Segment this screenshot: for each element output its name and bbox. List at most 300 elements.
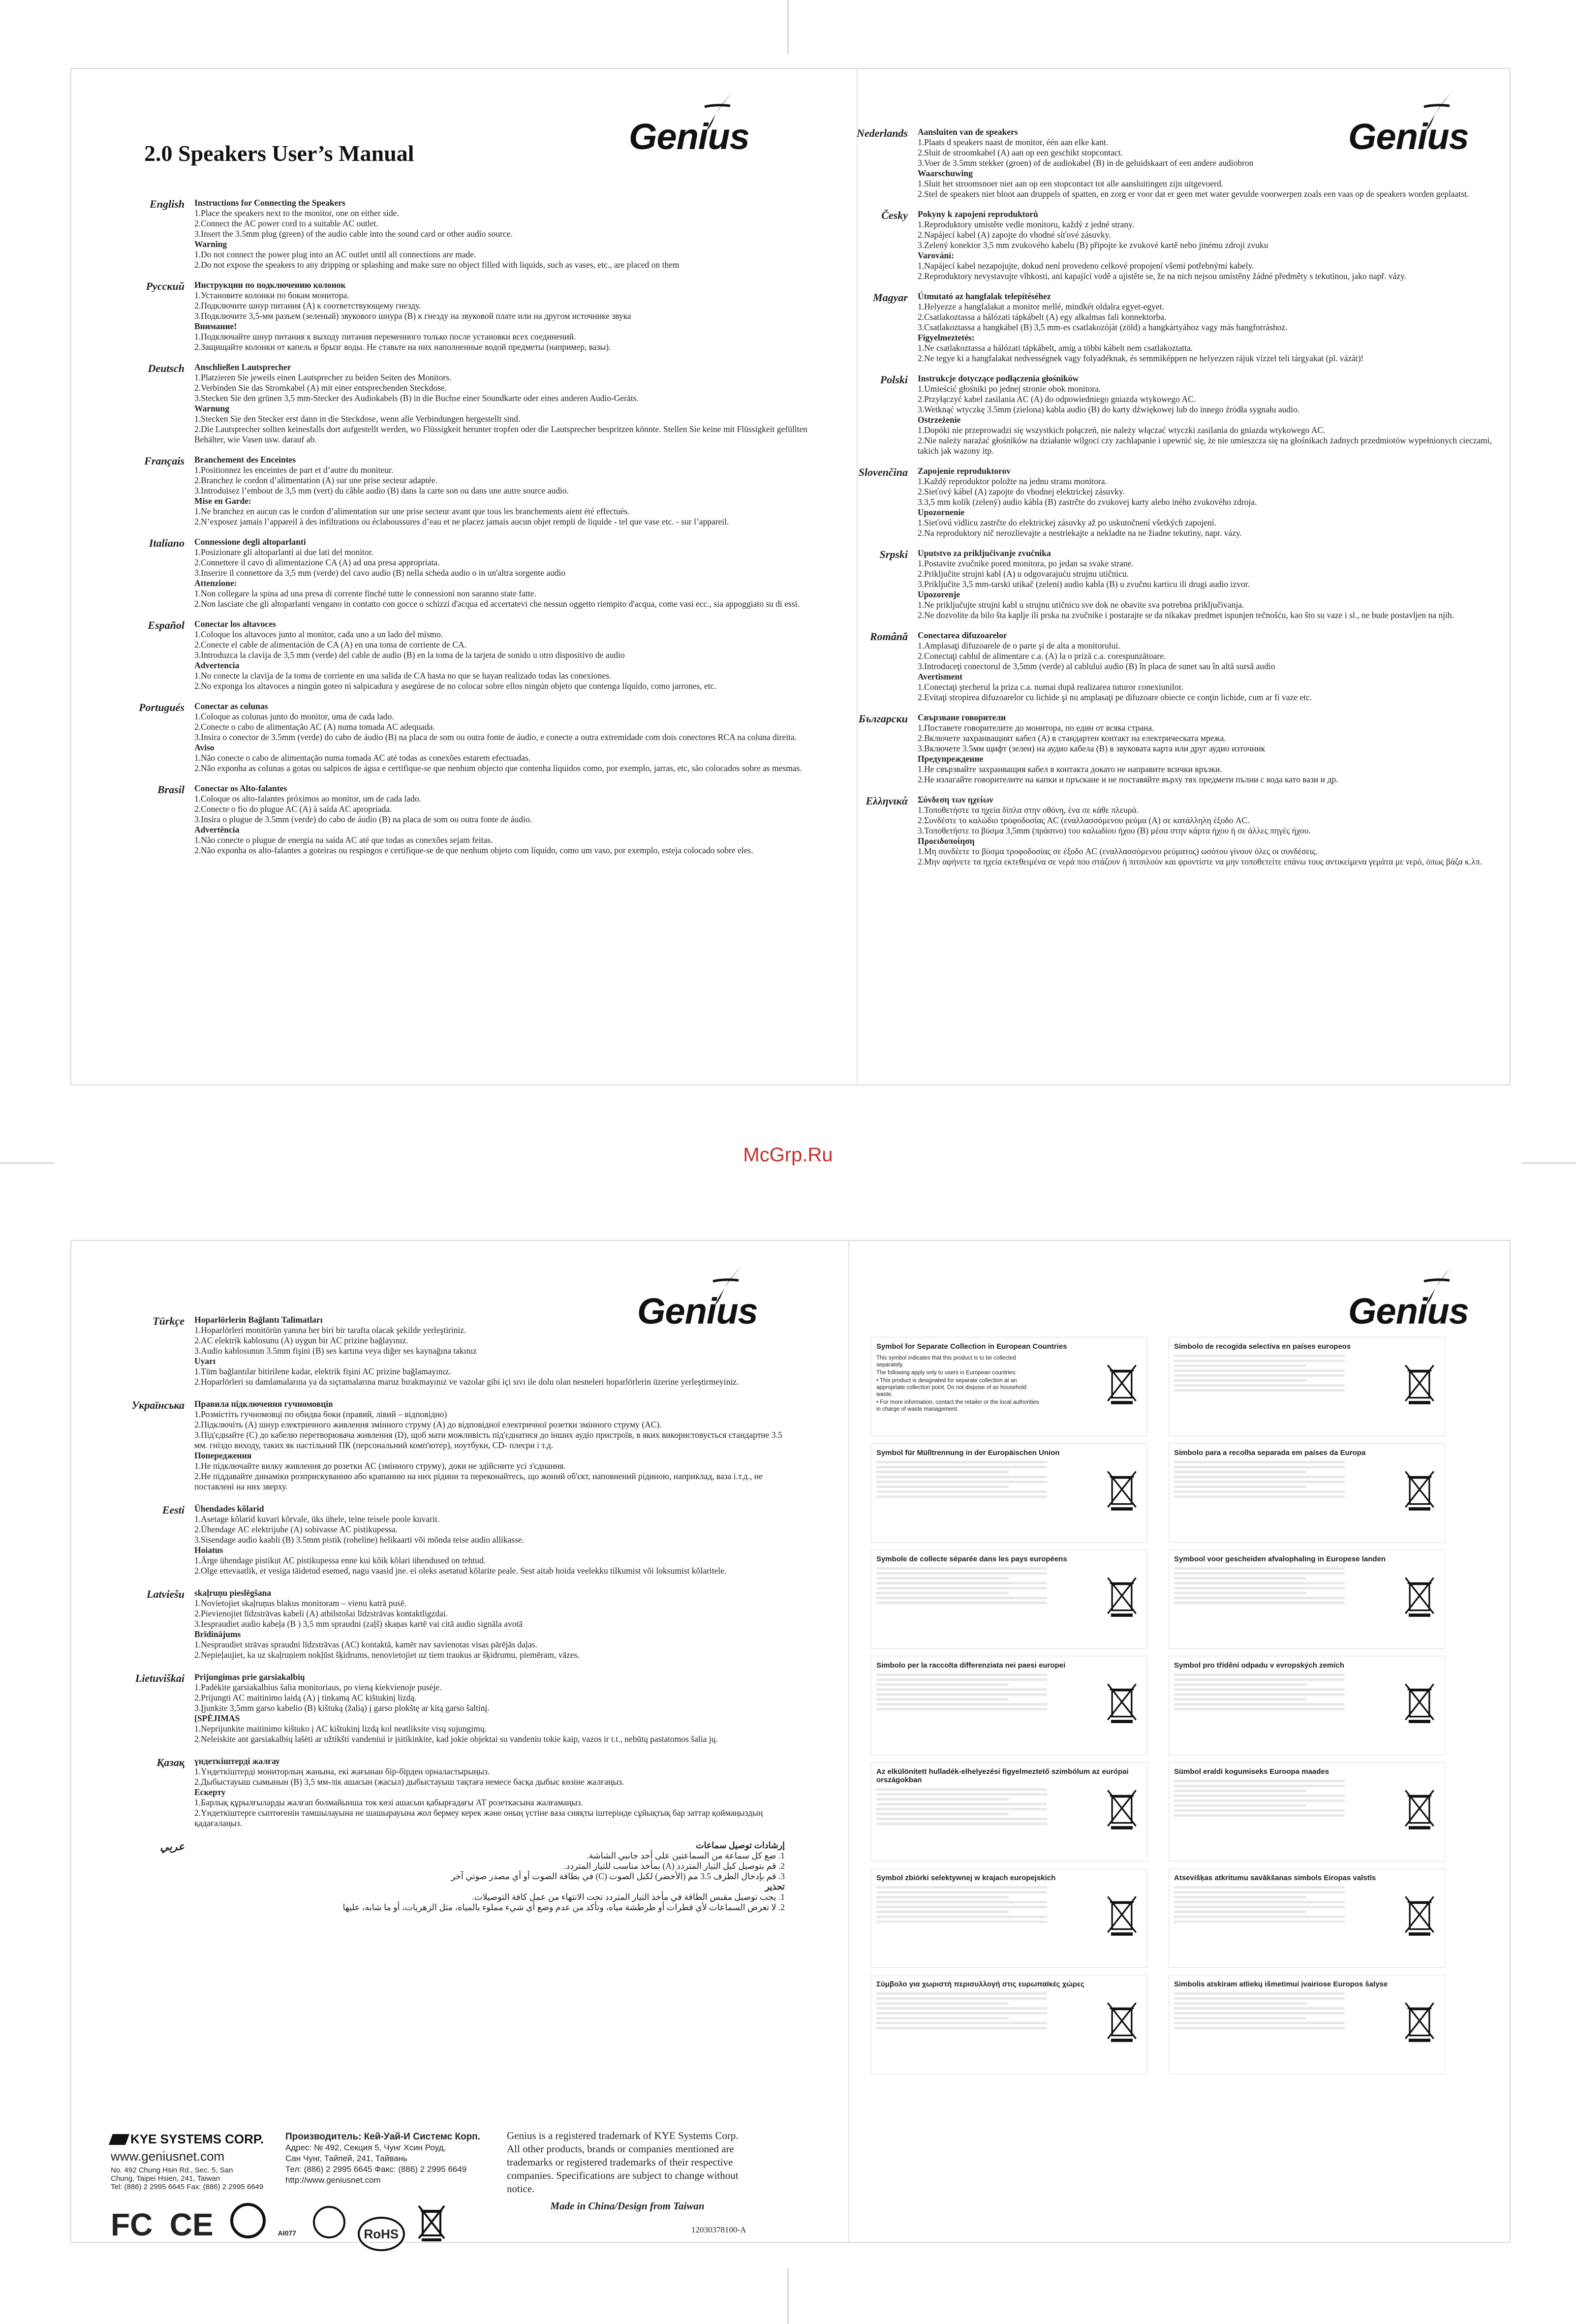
instruction-line: 1.Amplasaţi difuzoarele de o parte şi de alta a monitorului. xyxy=(918,641,1120,651)
instruction-line: 2.Die Lautsprecher sollten keinesfalls dort aufgestellt werden, wo Flüssigkeit herunter tropfen oder die Lautsprecher bespritzen könnte. Stellen Sie keine mit Flüssigkeit gefüllten Behälter, wie Vasen usw. darauf ab. xyxy=(194,424,808,444)
instruction-heading: Ostrzeżenie xyxy=(918,415,961,425)
instruction-line: 2.No exponga los altavoces a ningún goteo ni salpicadura y asegúrese de no colocar sobre ellos ningún objeto que contenga líquido, como jarrones, etc. xyxy=(194,681,716,691)
instruction-line: 1.No conecte la clavija de la toma de corriente en una salida de CA hasta no que se hayan realizado todas las conexiones. xyxy=(194,671,612,681)
weee-notice-title: Sümbol eraldi kogumiseks Euroopa maades xyxy=(1174,1767,1329,1776)
instruction-line: 3.Zelený konektor 3,5 mm zvukového kabelu (B) připojte ke zvukové kartě nebo jinému zdroji zvuku xyxy=(918,240,1268,250)
weee-notice-title: Symbole de collecte séparée dans les pays européens xyxy=(876,1555,1067,1563)
instruction-body xyxy=(194,198,829,270)
weee-notice-line: • This product is designated for separate collection at an appropriate collection point. Do not dispose of as household waste. xyxy=(876,1378,1026,1397)
ai-mark: AI077 xyxy=(278,2229,296,2237)
instruction-line: 1.Nespraudiet strāvas spraudni līdzstrāvas (AC) kontaktā, kamēr nav savienotas visas pārējās daļas. xyxy=(194,1640,537,1649)
manufacturer-phone: Тел: (886) 2 2995 6645 Факс: (886) 2 2995 6649 xyxy=(285,2165,467,2174)
language-section xyxy=(795,373,1503,456)
instruction-heading: Hoiatus xyxy=(194,1545,223,1555)
instruction-line: 2.Hoparlörleri su damlamalarına ya da sıçramalarına maruz bırakmayınız ve vazolar gibi içi sıvı ile dolu olan nesneleri hoparlörlerin üzerine yerleştirmeyiniz. xyxy=(194,1377,739,1387)
crossed-bin-icon xyxy=(1104,1788,1140,1830)
instruction-line: 3.Подключите 3,5-мм разъем (зеленый) звукового шнура (B) к гнезду на звуковой плате или на другом источнике звука xyxy=(194,311,631,321)
instruction-heading: Connessione degli altoparlanti xyxy=(194,537,306,547)
instruction-line: 2.Conecte o fio do plugue AC (A) à saída AC apropriada. xyxy=(194,804,392,814)
crossed-bin-icon xyxy=(1104,1576,1140,1618)
weee-text-placeholder xyxy=(1174,1360,1345,1362)
instruction-line: 3.Introduzca la clavija de 3,5 mm (verde) del cable de audio (B) en la toma de la tarjeta de sonido u otro dispositivo de audio xyxy=(194,650,625,660)
weee-text-placeholder xyxy=(1174,1790,1306,1792)
instruction-line: 2.Napájecí kabel (A) zapojte do vhodné síťové zásuvky. xyxy=(918,230,1111,240)
instruction-heading: تحذير xyxy=(765,1882,785,1891)
weee-text-placeholder xyxy=(1174,1693,1345,1696)
instruction-body xyxy=(918,373,1503,456)
weee-notice-box xyxy=(1169,1549,1445,1649)
instruction-heading: Zapojenie reproduktorov xyxy=(918,466,1011,476)
company-address-2: Chung, Taipei Hsien, 241, Taiwan xyxy=(111,2174,220,2183)
weee-text-placeholder xyxy=(876,1901,1047,1903)
weee-text-placeholder xyxy=(876,1466,1047,1468)
weee-text-placeholder xyxy=(876,1572,1047,1575)
language-label: Lietuviškai xyxy=(135,1672,185,1684)
weee-text-placeholder xyxy=(876,1911,1009,1913)
weee-notice-title: Symbol für Mülltrennung in der Europäischen Union xyxy=(876,1449,1060,1457)
weee-text-placeholder xyxy=(1174,2007,1345,2010)
instruction-heading: Upozornenie xyxy=(918,507,965,517)
weee-notice-title: Atsevišķas atkritumu savākšanas simbols Eiropas valstīs xyxy=(1174,1874,1376,1882)
language-label: Slovenčina xyxy=(858,466,908,478)
weee-text-placeholder xyxy=(876,1476,1047,1478)
weee-notice-title: Símbolo de recogida selectiva en países europeos xyxy=(1174,1342,1351,1351)
instruction-line: 2.Evitaţi stropirea difuzoarelor cu lichide şi nu amplasaţi pe difuzoare obiecte ce conţin lichide, cum ar fi vaze etc. xyxy=(918,692,1312,702)
company-name: KYE SYSTEMS CORP. xyxy=(130,2132,264,2146)
language-label: Italiano xyxy=(149,537,185,549)
instruction-line: 1.Tüm bağlantılar bitirilene kadar, elektrik fişini AC prizine bağlamayınız. xyxy=(194,1366,451,1376)
instruction-line: 3.Įjunkite 3,5mm garso kabelio (B) kištuką (žalią) į garso plokštę ar kitą garso šaltinį. xyxy=(194,1703,490,1713)
language-section xyxy=(71,1588,785,1660)
company-website: www.geniusnet.com xyxy=(111,2149,225,2164)
weee-notice-line: This symbol indicates that this product is to be collected separately. xyxy=(876,1355,1016,1368)
instruction-line: 2.Συνδέστε το καλώδιο τροφοδοσίας AC (εναλλασσόμενου ρεύμα (A) σε κατάλληλη έξοδο AC. xyxy=(918,815,1250,825)
instruction-body xyxy=(194,1315,785,1387)
instruction-line: 1.Stecken Sie den Stecker erst dann in die Steckdose, wenn alle Verbindungen hergestellt sind. xyxy=(194,414,521,424)
instruction-line: 1.Dopóki nie przeprowadzi się wszystkich połączeń, nie należy włączać wtyczki zasilania do gniazda wtykowego AC. xyxy=(918,425,1326,435)
language-label: Latviešu xyxy=(147,1588,185,1600)
weee-text-placeholder xyxy=(1174,1678,1345,1681)
instruction-heading: Προειδοποίηση xyxy=(918,836,975,846)
weee-notice-title: Símbolo para a recolha separada em países da Europa xyxy=(1174,1449,1366,1457)
genius-swoosh-icon xyxy=(703,87,737,134)
instruction-line: 3.Introduceţi conectorul de 3,5mm (verde) al cablului audio (B) în placa de sunet sau în altă sursă audio xyxy=(918,661,1275,671)
instruction-line: 2.Priključite strujni kabl (A) u odgovarajuću strujnu utičnicu. xyxy=(918,569,1129,579)
instruction-body xyxy=(194,1840,785,1913)
weee-text-placeholder xyxy=(876,1798,1009,1800)
weee-notice-title: Σύμβολο για χωριστή περισυλλογή στις ευρωπαϊκές χώρες xyxy=(876,1980,1084,1988)
genius-swoosh-icon xyxy=(711,1262,745,1308)
manufacturer-website: http://www.geniusnet.com xyxy=(285,2175,381,2185)
instruction-line: 1.Не свързвайте захранващия кабел в контакта докато не направите всички връзки. xyxy=(918,764,1222,774)
language-label: Ελληνικά xyxy=(865,795,908,807)
instruction-heading: Попередження xyxy=(194,1451,252,1460)
language-section xyxy=(71,280,829,352)
weee-text-placeholder xyxy=(876,1891,1047,1893)
instruction-line: 2.Sluit de stroomkabel (A) aan op een geschikt stopcontact. xyxy=(918,148,1123,157)
weee-text-placeholder xyxy=(876,1788,1047,1791)
instruction-line: 2.Do not expose the speakers to any dripping or splashing and make sure no object filled with liquids, such as vases, etc., are placed on them xyxy=(194,260,680,270)
language-label: عربي xyxy=(160,1840,185,1853)
language-label: Srpski xyxy=(879,548,908,560)
language-section xyxy=(795,127,1503,199)
weee-text-placeholder xyxy=(876,1673,1047,1676)
language-section xyxy=(795,713,1503,785)
instruction-line: 2.Neleiskite ant garsiakalbių lašėti ar užtikšti vandeniui ir įsitikinkite, kad jokie objektai su vandeniu tokie kaip, vazos ir t.t., nebūtų pastatomos šalia jų. xyxy=(194,1734,718,1744)
instruction-line: 1.Não conecte o plugue de energia na saída AC até que todas as conexões sejam feitas. xyxy=(194,835,493,845)
column-divider xyxy=(848,1241,849,2242)
instruction-line: 1.Подключайте шнур питания к выходу питания переменного только после установки всех соединений. xyxy=(194,332,576,341)
brand-name: Genius xyxy=(1348,116,1469,157)
instruction-line: 2.Үндеткіштерге сыптөгенін тамшылауына не шашырауына жол бермеу керек және оның үстіне ваза сияқты іштерінде сұйықтық бар заттар қоймаңыздың қадағалаңыз. xyxy=(194,1808,763,1828)
instruction-heading: Mise en Garde: xyxy=(194,496,251,506)
instruction-line: 2.Na reproduktory nič nerozlievajte a nestriekajte a nekladte na ne žiadne tekutiny, napr. vázy. xyxy=(918,528,1242,538)
language-section xyxy=(71,619,829,691)
weee-notice-box xyxy=(871,1656,1147,1755)
weee-text-placeholder xyxy=(1174,1577,1306,1580)
instruction-line: 3.Stecken Sie den grünen 3,5 mm-Stecker des Audiokabels (B) in die Buchse einer Soundkarte oder eines anderen Audio-Geräts. xyxy=(194,393,639,403)
weee-text-placeholder xyxy=(876,1823,1047,1825)
instruction-heading: Conectarea difuzoarelor xyxy=(918,630,1007,640)
instruction-heading: Instructions for Connecting the Speakers xyxy=(194,198,345,208)
crossed-bin-icon xyxy=(1104,1682,1140,1724)
crossed-bin-icon xyxy=(1401,1469,1438,1512)
weee-text-placeholder xyxy=(876,1602,1047,1604)
weee-text-placeholder xyxy=(1174,2012,1345,2014)
rohs-mark: RoHS xyxy=(358,2217,405,2251)
instruction-line: 1.Place the speakers next to the monitor, one on either side. xyxy=(194,208,399,218)
instruction-heading: Uputstvo za priključivanje zvučnika xyxy=(918,548,1051,558)
instruction-line: 2.Μην αφήνετε τα ηχεία εκτεθειμένα σε νερά που στάζουν ή πιτσιλούν και φροντίστε να μην τοποθετείτε επάνω τους αντικείμενα γεμάτα με νερό, όπως βάζα κ.λπ. xyxy=(918,857,1482,867)
weee-notice-title: Symbol pro třídění odpadu v evropských zemích xyxy=(1174,1661,1344,1670)
weee-text-placeholder xyxy=(1174,1891,1345,1893)
instruction-line: 2.Не піддавайте динаміки розприскуванню або крапанню на них рідини та переконайтесь, що жоний об'єкт, наповнений рідиною, наприклад, ваза і.т.д., не поставлені на них зверху. xyxy=(194,1471,763,1491)
instruction-line: 1.Helyezze a hangfalakat a monitor mellé, mindkét oldalra egyet-egyet. xyxy=(918,302,1164,311)
genius-logo xyxy=(629,116,749,157)
instruction-body xyxy=(194,1588,785,1660)
crossed-bin-icon xyxy=(417,2204,446,2242)
weee-text-placeholder xyxy=(1174,1369,1345,1372)
instruction-line: 2.Verbinden Sie das Stromkabel (A) mit einer entsprechenden Steckdose. xyxy=(194,383,447,393)
language-section xyxy=(71,1315,785,1387)
weee-text-placeholder xyxy=(1174,2027,1345,2029)
weee-text-placeholder xyxy=(1174,1476,1345,1478)
instruction-heading: Avertisment xyxy=(918,672,963,682)
weee-text-placeholder xyxy=(876,1495,1047,1498)
instruction-line: 2.Защищайте колонки от капель и брызг воды. Не ставьте на них наполненные водой предметы (например, вазы). xyxy=(194,342,611,352)
company-block-en xyxy=(111,2132,278,2191)
instruction-line: 3.3,5 mm kolík (zelený) audio kábla (B) zastrčte do zvukovej karty alebo iného zvukového zdroja. xyxy=(918,497,1257,507)
instruction-body xyxy=(918,466,1503,538)
instruction-line: 2.Дыбыстауыш сымынын (B) 3,5 мм-лік ашасын (жасыл) дыбыстауыш тақтаға немесе басқа дыбыс көзіне жалғаңыз. xyxy=(194,1777,624,1787)
crossed-bin-icon xyxy=(1104,1469,1140,1512)
weee-text-placeholder xyxy=(1174,1572,1345,1575)
language-label: Česky xyxy=(881,209,908,221)
instruction-line: 2.Branchez le cordon d’alimentation (A) sur une prise secteur adaptée. xyxy=(194,475,438,485)
language-label: Deutsch xyxy=(148,362,185,374)
weee-notice-title: Simbolo per la raccolta differenziata nei paesi europei xyxy=(876,1661,1066,1670)
weee-text-placeholder xyxy=(1174,1997,1345,2000)
weee-text-placeholder xyxy=(876,1818,1047,1820)
language-label: Қазақ xyxy=(156,1756,185,1768)
instruction-line: 1.Μη συνδέετε το βύσμα τροφοδοσίας σε έξοδο AC (εναλλασσόμενου ρεύματος) ωσότου γίνουν όλες οι συνδέσεις. xyxy=(918,846,1318,856)
language-section xyxy=(795,209,1503,281)
certification-marks xyxy=(111,2203,446,2251)
recycle-loop-icon xyxy=(230,2203,266,2238)
instruction-line: 2.Connettere il cavo di alimentazione CA (A) ad una presa appropriata. xyxy=(194,558,440,567)
weee-text-placeholder xyxy=(1174,1495,1345,1498)
weee-text-placeholder xyxy=(876,1698,1009,1701)
instruction-line: 1.Umieścić głośniki po jednej stronie obok monitora. xyxy=(918,384,1101,394)
weee-text-placeholder xyxy=(1174,1906,1345,1908)
instruction-heading: Ühendades kõlarid xyxy=(194,1504,264,1514)
instruction-line: 1.Každý reproduktor položte na jednu stranu monitora. xyxy=(918,476,1107,486)
weee-notice-box xyxy=(1169,1656,1445,1755)
weee-notice-box xyxy=(871,1868,1147,1968)
instruction-line: 3.Voer de 3.5mm stekker (groen) of de audiokabel (B) in de geluidskaart of een andere audiobron xyxy=(918,158,1254,168)
instruction-body xyxy=(918,630,1503,703)
instruction-line: 1.Coloque os alto-falantes próximos ao monitor, um de cada lado. xyxy=(194,794,421,804)
crossed-bin-icon xyxy=(1401,1363,1438,1405)
company-block-ru xyxy=(285,2132,541,2186)
weee-text-placeholder xyxy=(1174,1355,1345,1357)
weee-text-placeholder xyxy=(1174,1992,1345,1995)
instruction-line: 1.Розмістіть гучномовці по обидва боки (правий, лівий – відповідно) xyxy=(194,1409,447,1419)
company-address-1: No. 492 Chung Hsin Rd., Sec. 5, San xyxy=(111,2166,233,2174)
instruction-line: 2. قم بتوصيل كبل التيار المتردد (A) بمأخذ مناسب للتيار المتردد. xyxy=(564,1861,785,1871)
trademark-text: Genius is a registered trademark of KYE Systems Corp. All other products, brands or companies mentioned are trademarks or registered trademarks of their respective companies. Specifications are subject to change without notice. xyxy=(507,2130,739,2195)
instruction-heading: [SPĖJIMAS xyxy=(194,1713,240,1723)
weee-notice-title: Symbol for Separate Collection in European Countries xyxy=(876,1342,1067,1351)
crossed-bin-icon xyxy=(1401,2001,1438,2043)
instruction-line: 2.Включете захранващият кабел (A) в стандартен контакт на електрическата мрежа. xyxy=(918,733,1226,743)
weee-notice-box xyxy=(1169,1868,1445,1968)
instruction-line: 1.Reproduktory umístěte vedle monitoru, každý z jedné strany. xyxy=(918,219,1135,229)
language-section xyxy=(795,291,1503,364)
weee-text-placeholder xyxy=(1174,1567,1345,1570)
weee-text-placeholder xyxy=(876,1886,1047,1889)
crossed-bin-icon xyxy=(1104,1894,1140,1937)
instruction-line: 2.Olge ettevaatlik, et vesiga täidetud esemed, nagu vaasid jne. ei oleks asetatud kõlarite peale. Sest aitab hoida veelekku tilkumist või loksumist kõlaritele. xyxy=(194,1566,727,1576)
instruction-body xyxy=(918,548,1503,620)
weee-text-placeholder xyxy=(1174,1795,1345,1797)
weee-text-placeholder xyxy=(876,1577,1009,1580)
instruction-line: 1.Установите колонки по бокам монитора. xyxy=(194,290,349,300)
weee-text-placeholder xyxy=(1174,1804,1306,1807)
instruction-line: 1.Sluit het stroomsnoer niet aan op een stopcontact tot alle aansluitingen zijn uitgevoerd. xyxy=(918,179,1224,188)
instruction-heading: Uyarı xyxy=(194,1356,216,1366)
instruction-body xyxy=(918,713,1503,785)
weee-notice-box xyxy=(1169,1443,1445,1543)
instruction-line: 1.Padėkite garsiakalbius šalia monitoriaus, po vieną kiekvienoje pusėje. xyxy=(194,1682,442,1692)
weee-text-placeholder xyxy=(876,1703,1047,1705)
instruction-line: 1.Asetage kõlarid kuvari kõrvale, üks ühele, teine teisele poole kuvarit. xyxy=(194,1514,440,1524)
weee-text-placeholder xyxy=(876,1997,1047,2000)
instruction-line: 1.Positionnez les enceintes de part et d’autre du moniteur. xyxy=(194,465,394,475)
instruction-line: 1.Ne priključujte strujni kabl u strujnu utičnicu sve dok ne obavite sva potrebna priključivanja. xyxy=(918,600,1244,610)
instruction-line: 1.Барлық құрылғыларды жалғап болмайынша ток көзі ашасын қабырғадағы АТ розеткасына жалғамаңыз. xyxy=(194,1797,583,1807)
weee-text-placeholder xyxy=(876,1916,1047,1918)
crossed-bin-icon xyxy=(1104,2001,1140,2043)
weee-notice-line: The following apply only to users in European countries: xyxy=(876,1370,1017,1376)
instruction-line: 1.Не підключайте вилку живлення до розетки AC (змінного струму), доки не здійсните усі з'єднання. xyxy=(194,1461,566,1471)
instruction-line: 1.Do not connect the power plug into an AC outlet until all connections are made. xyxy=(194,249,476,259)
weee-notice-box xyxy=(1169,1337,1445,1436)
language-column-right xyxy=(795,127,1503,877)
weee-text-placeholder xyxy=(876,1708,1047,1710)
weee-text-placeholder xyxy=(1174,1785,1345,1787)
instruction-line: 2.Ne dozvolite da bilo šta kaplje ili prska na zvučnike i postarajte se da nikakav predmet ispunjen tečnošću, kao što su vaze i sl., ne bude postavljen na njih. xyxy=(918,610,1454,620)
instruction-line: 2.Reproduktory nevystavujte vlhkosti, ani kapající vodě a ujistěte se, že na nich nejsou umístěny žádné předměty s tekutinou, jako např. vázy. xyxy=(918,271,1407,281)
instruction-line: 2.Non lasciate che gli altoparlanti vengano in contatto con gocce o schizzi d'acqua ed accertatevi che nessun oggetto riempito d'acqua, come vasi ecc., sia appoggiato su di essi. xyxy=(194,599,800,609)
weee-text-placeholder xyxy=(876,1906,1047,1908)
kye-logo xyxy=(111,2132,278,2147)
weee-text-placeholder xyxy=(876,1592,1009,1594)
manufacturer-address-1: Адрес: № 492, Секция 5, Чунг Хсин Роуд, xyxy=(285,2143,446,2152)
instruction-line: 1.Não conecte o cabo de alimentação numa tomada AC até todas as conexões estarem efectuadas. xyxy=(194,753,531,763)
weee-text-placeholder xyxy=(1174,1461,1345,1463)
instruction-heading: Предупреждение xyxy=(918,754,984,764)
instruction-heading: Waarschuwing xyxy=(918,168,973,178)
instruction-line: 3.Включете 3.5мм щифт (зелен) на аудио кабела (B) в звуковата карта или друг аудио източник xyxy=(918,744,1266,753)
language-label: Eesti xyxy=(162,1504,185,1516)
weee-notice-box xyxy=(871,1975,1147,2074)
weee-text-placeholder xyxy=(876,1793,1047,1796)
weee-text-placeholder xyxy=(876,1921,1047,1923)
part-number: 12030378100-A xyxy=(691,2225,746,2234)
language-section xyxy=(71,362,829,445)
crossed-bin-icon xyxy=(1401,1576,1438,1618)
language-section xyxy=(71,1840,785,1913)
instruction-line: 1.Coloque los altavoces junto al monitor, cada uno a un lado del mismo. xyxy=(194,629,443,639)
language-label: Български xyxy=(858,713,908,725)
instruction-line: 3. قم بإدخال الطرف 3.5 مم (الأخضر) لكبل الصوت (C) في بطاقة الصوت أو أي مصدر صوتي آخر xyxy=(451,1871,785,1881)
instruction-line: 1.Neprijunkite maitinimo kištuko į AC kištukinį lizdą kol neatliksite visų sujungimų. xyxy=(194,1724,487,1734)
instruction-heading: Advertência xyxy=(194,825,240,835)
instruction-line: 2.Prijungti AC maitinimo laidą (A) į tinkamą AC kištukinį lizdą. xyxy=(194,1693,417,1703)
brand-name: Genius xyxy=(1348,1291,1469,1332)
brand-name: Genius xyxy=(637,1291,758,1332)
made-in-label: Made in China/Design from Taiwan xyxy=(550,2200,705,2212)
weee-text-placeholder xyxy=(876,1678,1047,1681)
instruction-line: 2.Ühendage AC elektrijuhe (A) sobivasse AC pistikupessa. xyxy=(194,1524,398,1534)
crossed-bin-icon xyxy=(1401,1788,1438,1830)
weee-notice-box xyxy=(871,1762,1147,1861)
manufacturer-title: Производитель: Кей-Уай-И Системс Корп. xyxy=(285,2132,481,2142)
instruction-heading: Útmutató az hangfalak telepítéséhez xyxy=(918,291,1051,301)
instruction-line: 1.Posizionare gli altoparlanti ai due lati del monitor. xyxy=(194,547,374,557)
manual-page-back xyxy=(70,1240,1511,2243)
weee-text-placeholder xyxy=(1174,1587,1345,1589)
weee-text-placeholder xyxy=(1174,1780,1345,1782)
weee-text-placeholder xyxy=(876,1597,1047,1599)
language-section xyxy=(71,783,829,856)
instruction-line: 1.Postavite zvučnike pored monitora, po jedan sa svake strane. xyxy=(918,558,1134,568)
instruction-heading: skaļruņu pieslēgšana xyxy=(194,1588,272,1598)
instruction-heading: Aviso xyxy=(194,743,215,752)
language-label: Nederlands xyxy=(857,127,908,139)
language-section xyxy=(71,455,829,527)
weee-text-placeholder xyxy=(876,1567,1047,1570)
instruction-line: 2.Підключіть (A) шнур електричного живлення змінного струму (A) до відповідної електричної розетки змінного струму (AC). xyxy=(194,1420,662,1429)
instruction-line: 1.Coloque as colunas junto do monitor, uma de cada lado. xyxy=(194,712,394,721)
instruction-line: 3.Wetknąć wtyczkę 3.5mm (zielona) kabla audio (B) do karty dźwiękowej lub do innego źródła sygnału audio. xyxy=(918,404,1300,414)
language-label: Magyar xyxy=(873,291,908,304)
weee-text-placeholder xyxy=(876,2007,1047,2010)
weee-text-placeholder xyxy=(876,1481,1047,1483)
instruction-line: 1. يجب توصيل مقبس الطاقة في مأخذ التيار المتردد تحت الانتهاء من عمل كافة التوصيلات. xyxy=(472,1892,785,1902)
watermark-text: McGrp.Ru xyxy=(743,1144,833,1166)
instruction-body xyxy=(194,280,829,352)
weee-text-placeholder xyxy=(1174,1814,1345,1817)
instruction-body xyxy=(918,795,1503,867)
weee-text-placeholder xyxy=(876,1688,1047,1691)
instruction-line: 2.Pievienojiet līdzstrāvas kabeli (A) atbilstošai līdzstrāvas kontaktligzdai. xyxy=(194,1609,448,1618)
weee-notice-title: Symbool voor gescheiden afvalophaling in Europese landen xyxy=(1174,1555,1386,1563)
instruction-line: 1.Ne csatlakoztassa a hálózati tápkábelt, amíg a többi kábelt nem csatlakoztatta. xyxy=(918,343,1193,353)
instruction-heading: Hoparlörlerin Bağlantı Talimatları xyxy=(194,1315,323,1325)
weee-text-placeholder xyxy=(1174,1911,1306,1913)
language-column-left xyxy=(71,198,829,866)
manual-page-front xyxy=(70,68,1511,1085)
instruction-body xyxy=(194,701,829,774)
weee-text-placeholder xyxy=(876,2017,1009,2019)
instruction-line: 3.Introduisez l’embout de 3,5 mm (vert) du câble audio (B) dans la carte son ou dans une autre source audio. xyxy=(194,486,569,496)
language-label: Русский xyxy=(146,280,185,292)
instruction-line: 2.Conecte el cable de alimentación de CA (A) en una toma de corriente de CA. xyxy=(194,640,466,650)
instruction-heading: Инструкции по подключению колонок xyxy=(194,280,346,290)
fc-mark: FC xyxy=(111,2207,153,2242)
weee-text-placeholder xyxy=(876,1471,1009,1473)
weee-notice-box xyxy=(871,1443,1147,1543)
instruction-heading: Varování: xyxy=(918,250,954,260)
weee-text-placeholder xyxy=(876,2002,1009,2005)
language-label: Español xyxy=(148,619,185,631)
weee-text-placeholder xyxy=(1174,1597,1345,1599)
weee-text-placeholder xyxy=(1174,1916,1345,1918)
instruction-line: 2.Não exponha as colunas a gotas ou salpicos de água e certifique-se que nenhum objecto que contenha líquidos como, por exemplo, jarras, etc, são colocados sobre as mesmas. xyxy=(194,763,802,773)
instruction-heading: Conectar los altavoces xyxy=(194,619,276,629)
weee-text-placeholder xyxy=(1174,1389,1345,1392)
instruction-body xyxy=(194,537,829,609)
instruction-line: 1.Ärge ühendage pistikut AC pistikupessa enne kui kõik kõlari ühendused on tehtud. xyxy=(194,1555,486,1565)
weee-text-placeholder xyxy=(876,1992,1047,1995)
instruction-line: 1.Plaats d speakers naast de monitor, één aan elke kant. xyxy=(918,137,1109,147)
instruction-heading: Aansluiten van de speakers xyxy=(918,127,1018,137)
instruction-line: 2.N’exposez jamais l’appareil à des infiltrations ou éclaboussures d’eau et ne placez jamais aucun objet rempli de liquide - tel que vase etc. - sur l’appareil. xyxy=(194,517,729,527)
weee-text-placeholder xyxy=(876,2022,1047,2024)
instruction-heading: Свързване говорители xyxy=(918,713,1006,722)
weee-text-placeholder xyxy=(1174,2022,1345,2024)
instruction-heading: Conectar as colunas xyxy=(194,701,268,711)
weee-notice-box xyxy=(871,1337,1147,1436)
instruction-heading: Правила підключення гучномовців xyxy=(194,1399,333,1409)
instruction-line: 1.Үндеткіштерді мониторлың жанына, екі жағынан бір-бірден орналастырыңыз. xyxy=(194,1766,490,1776)
crossed-bin-icon xyxy=(1401,1894,1438,1937)
instruction-line: 2. لا تعرض السماعات لأي قطرات أو طرطشة مياه، وتأكد من عدم وضع أي شيء مملوء بالمياه، مثل الزهريات، أو ما شابه، عليها xyxy=(342,1902,785,1912)
crossed-bin-icon xyxy=(1401,1682,1438,1724)
instruction-line: 2.Nie należy narażać głośników na działanie wilgoci czy zachlapanie i upewnić się, że nie umieszcza się na głośnikach żadnych przedmiotów wypełnionych cieczami, takich jak wazony itp. xyxy=(918,435,1492,456)
instruction-line: 2.Não exponha os alto-falantes a goteiras ou respingos e certifique-se de que nenhum objeto com líquido, como um vaso, por exemplo, esteja colocado sobre eles. xyxy=(194,845,753,855)
genius-swoosh-icon xyxy=(1422,1262,1456,1308)
instruction-body xyxy=(918,209,1503,281)
instruction-heading: إرشادات توصيل سماعات xyxy=(696,1840,785,1850)
language-label: Français xyxy=(144,455,185,467)
instruction-heading: Pokyny k zapojení reproduktorů xyxy=(918,209,1038,219)
weee-text-placeholder xyxy=(1174,1688,1345,1691)
weee-text-placeholder xyxy=(876,1693,1047,1696)
instruction-body xyxy=(194,619,829,691)
